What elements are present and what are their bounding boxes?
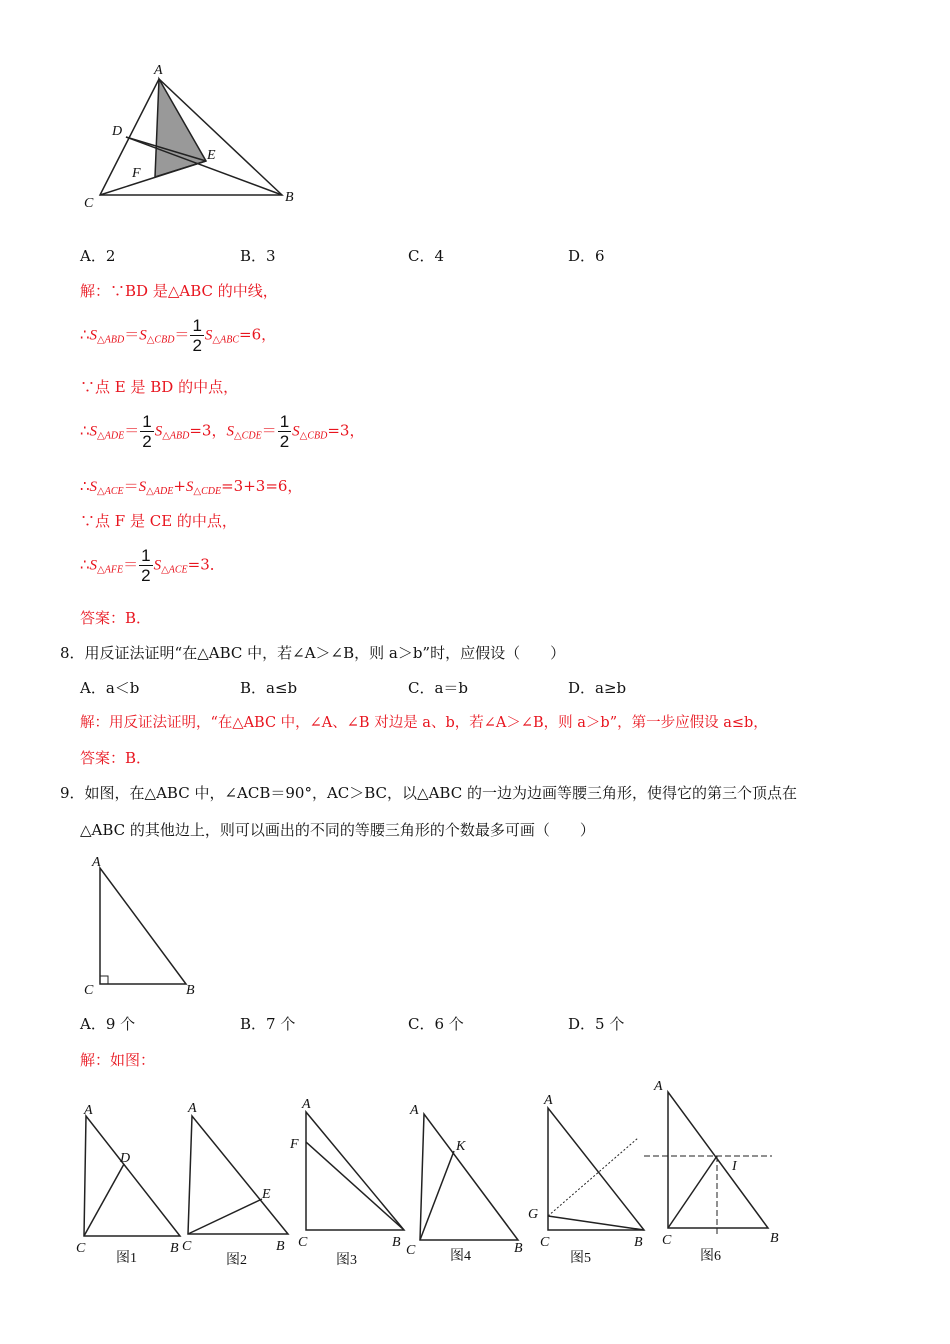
svg-text:图3: 图3 [336, 1253, 357, 1268]
svg-text:C: C [182, 1239, 192, 1254]
q7-solution-line-4: $\therefore S_{\triangle ADE}=$ $\frac{1}{2}$ $S_{\triangle ABD}=3$，$S_{\triangle CDE}=$ $\frac{1}{2}$ $S_{\triangle CBD}=3$， [80, 412, 365, 451]
svg-text:A: A [188, 1101, 197, 1116]
q8-solution: 解：用反证法证明，“在△ABC 中，∠A、∠B 对边是 a、b，若∠A＞∠B，则 a＞b”，第一步应假设 a≤b， [80, 715, 768, 731]
figure-6 [644, 1079, 779, 1264]
q8-option-b: B．a≤b [240, 679, 298, 697]
svg-text:I: I [732, 1159, 737, 1174]
svg-text:A: A [302, 1097, 311, 1112]
q7-answer: 答案：B． [80, 609, 152, 627]
label-c: C [84, 983, 94, 998]
svg-text:K: K [456, 1139, 466, 1154]
figure-3 [289, 1097, 404, 1268]
label-c: C [84, 196, 94, 211]
label-a: A [154, 63, 163, 78]
q9-stem-line-1: 9．如图，在△ABC 中，∠ACB＝90°，AC＞BC，以△ABC 的一边为边画等腰三角形，使得它的第三个顶点在 [60, 784, 797, 802]
figure-1 [76, 1103, 180, 1266]
svg-text:B: B [770, 1231, 779, 1246]
svg-text:A: A [84, 1103, 93, 1118]
q9-option-a: A．9 个 [80, 1015, 136, 1033]
figure-4 [406, 1103, 523, 1264]
q8-stem: 8．用反证法证明“在△ABC 中，若∠A＞∠B，则 a＞b”时，应假设（ ） [60, 644, 566, 662]
figure-5 [528, 1093, 644, 1266]
q7-solution-line-3: ∵点 E 是 BD 的中点， [80, 378, 239, 396]
svg-text:F: F [290, 1137, 299, 1152]
label-b: B [186, 983, 195, 998]
q9-stem-line-2: △ABC 的其他边上，则可以画出的不同的等腰三角形的个数最多可画（ ） [80, 821, 595, 839]
label-b: B [285, 190, 294, 205]
svg-text:G: G [528, 1207, 539, 1222]
svg-text:A: A [410, 1103, 419, 1118]
svg-text:A: A [544, 1093, 553, 1108]
svg-text:B: B [634, 1235, 643, 1250]
label-d: D [112, 124, 123, 139]
label-f: F [132, 166, 141, 181]
svg-text:C: C [540, 1235, 550, 1250]
svg-text:图6: 图6 [700, 1249, 721, 1264]
q7-option-d: D．6 [568, 247, 605, 265]
svg-text:图1: 图1 [116, 1251, 137, 1266]
q7-solution-line-6: ∵点 F 是 CE 的中点， [80, 512, 237, 530]
q7-option-a: A．2 [80, 247, 116, 265]
q7-solution-line-5: $\therefore S_{\triangle ACE}=S_{\triangle ADE}+S_{\triangle CDE}=3+3=6$， [80, 477, 303, 497]
svg-text:图4: 图4 [450, 1249, 471, 1264]
figure-2 [182, 1101, 288, 1268]
q7-solution-line-1: 解：∵BD 是△ABC 的中线， [80, 282, 278, 300]
q7-option-b: B．3 [240, 247, 276, 265]
q9-option-b: B．7 个 [240, 1015, 296, 1033]
q9-right-triangle-figure [80, 852, 210, 1002]
svg-text:C: C [406, 1243, 416, 1258]
q8-option-a: A．a＜b [80, 679, 140, 697]
svg-text:E: E [262, 1187, 271, 1202]
svg-text:D: D [120, 1151, 131, 1166]
svg-text:图2: 图2 [226, 1253, 247, 1268]
q9-solution-figures [70, 1076, 930, 1276]
svg-text:B: B [276, 1239, 285, 1254]
svg-text:A: A [654, 1079, 663, 1094]
q8-option-d: D．a≥b [568, 679, 627, 697]
q7-triangle-figure [70, 55, 310, 215]
q7-solution-line-7: $\therefore S_{\triangle AFE}=$ $\frac{1}{2}$ $S_{\triangle ACE}=3$． [80, 546, 225, 585]
q9-option-c: C．6 个 [408, 1015, 464, 1033]
label-e: E [207, 148, 216, 163]
svg-text:C: C [76, 1241, 86, 1256]
q8-option-c: C．a＝b [408, 679, 469, 697]
q8-answer: 答案：B． [80, 749, 152, 767]
svg-text:B: B [514, 1241, 523, 1256]
q7-solution-line-2: $\therefore S_{\triangle ABD}=S_{\triangle CBD}=$ $\frac{1}{2}$ $S_{\triangle ABC}=6$， [80, 316, 277, 355]
svg-text:B: B [170, 1241, 179, 1256]
shaded-triangle-afe [155, 79, 206, 177]
label-a: A [92, 855, 101, 870]
q9-solution: 解：如图： [80, 1051, 156, 1069]
svg-text:C: C [298, 1235, 308, 1250]
svg-text:C: C [662, 1233, 672, 1248]
q7-option-c: C．4 [408, 247, 445, 265]
svg-text:B: B [392, 1235, 401, 1250]
q9-option-d: D．5 个 [568, 1015, 625, 1033]
svg-text:图5: 图5 [570, 1251, 591, 1266]
